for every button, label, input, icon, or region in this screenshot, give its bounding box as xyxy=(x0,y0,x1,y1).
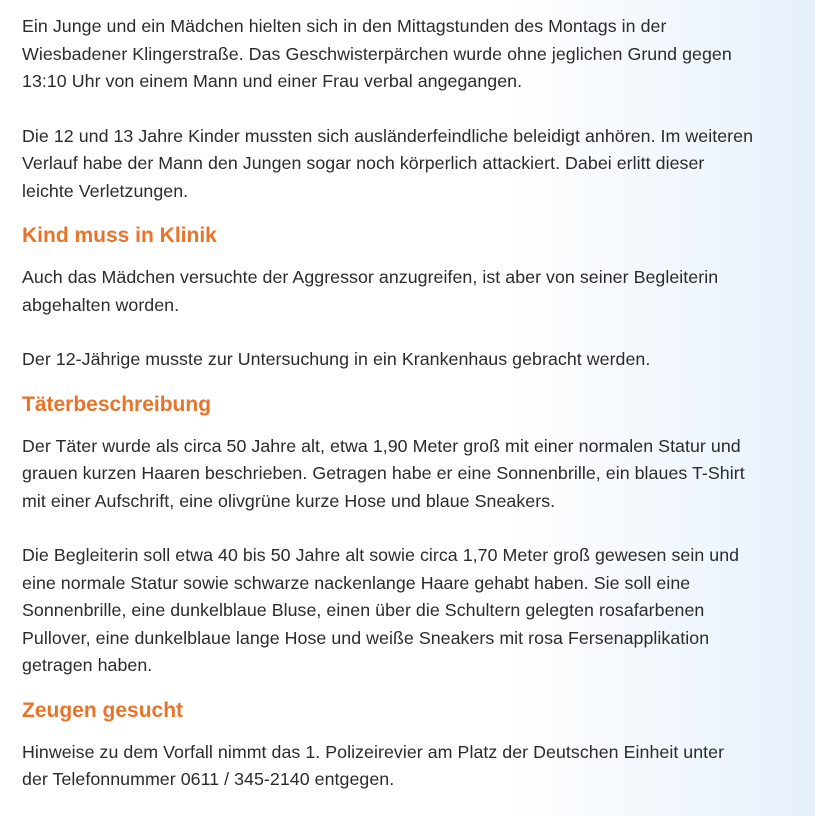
text-line: Die 12 und 13 Jahre Kinder mussten sich ausländerfeindliche beleidigt anhören. Im weiteren xyxy=(22,125,754,146)
paragraph-intro-2 xyxy=(22,123,815,206)
text-line: Sonnenbrille, eine dunkelblaue Bluse, einen über die Schultern gelegten rosafarbenen xyxy=(22,600,705,620)
text-line: 13:10 Uhr von einem Mann und einer Frau verbal angegangen. xyxy=(22,71,523,91)
text-line: eine normale Statur sowie schwarze nackenlange Haare gehabt haben. Sie soll eine xyxy=(22,572,691,593)
paragraph-klinik-1 xyxy=(22,264,815,319)
text-line: grauen kurzen Haaren beschrieben. Getragen habe er eine Sonnenbrille, ein blaues T-Shirt xyxy=(22,463,745,483)
text-line: Pullover, eine dunkelblaue lange Hose und weiße Sneakers mit rosa Fersenapplikation xyxy=(22,627,710,648)
text-line: Die Begleiterin soll etwa 40 bis 50 Jahre alt sowie circa 1,70 Meter groß gewesen sein und xyxy=(22,545,740,565)
text-line: Der 12-Jährige musste zur Untersuchung in ein Krankenhaus gebracht werden. xyxy=(22,349,651,369)
paragraph-taeter-2 xyxy=(22,542,815,680)
paragraph-taeter-1 xyxy=(22,433,815,516)
text-line: Wiesbadener Klingerstraße. Das Geschwisterpärchen wurde ohne jeglichen Grund gegen xyxy=(22,43,732,64)
text-line: Verlauf habe der Mann den Jungen sogar noch körperlich attackiert. Dabei erlitt dieser xyxy=(22,153,705,173)
text-line: Hinweise zu dem Vorfall nimmt das 1. Polizeirevier am Platz der Deutschen Einheit unter xyxy=(22,741,725,762)
text-line: leichte Verletzungen. xyxy=(22,180,189,201)
paragraph-zeugen-1 xyxy=(22,739,815,794)
text-line: der Telefonnummer 0611 / 345-2140 entgegen. xyxy=(22,769,395,789)
text-line: Ein Junge und ein Mädchen hielten sich in den Mittagstunden des Montags in der xyxy=(22,16,667,36)
text-line: Auch das Mädchen versuchte der Aggressor anzugreifen, ist aber von seiner Begleiterin xyxy=(22,267,719,287)
section-heading-zeugen-gesucht: Zeugen gesucht xyxy=(22,698,184,722)
text-line: Der Täter wurde als circa 50 Jahre alt, etwa 1,90 Meter groß mit einer normalen Statur und xyxy=(22,435,741,456)
paragraph-intro-1 xyxy=(22,13,815,96)
text-line: abgehalten worden. xyxy=(22,294,180,315)
section-heading-taeterbeschreibung: Täterbeschreibung xyxy=(22,392,212,416)
article-body xyxy=(22,13,815,794)
paragraph-klinik-2 xyxy=(22,346,815,374)
text-line: mit einer Aufschrift, eine olivgrüne kurze Hose und blaue Sneakers. xyxy=(22,490,556,511)
section-heading-kind-muss-in-klinik: Kind muss in Klinik xyxy=(22,224,217,247)
text-line: getragen haben. xyxy=(22,655,153,675)
